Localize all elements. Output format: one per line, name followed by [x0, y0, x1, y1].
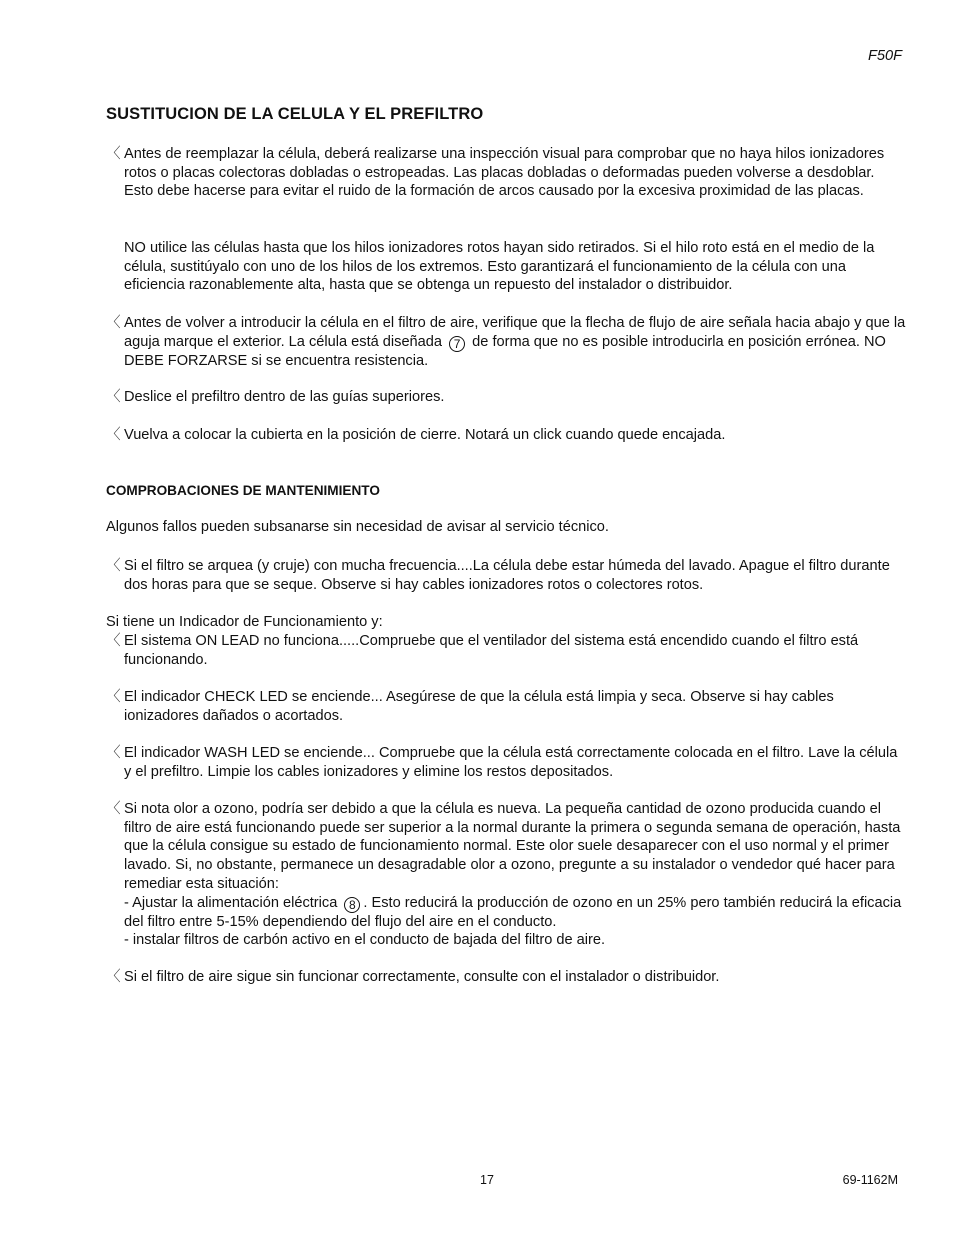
note-paragraph — [106, 239, 906, 295]
document-code: 69-1162M — [842, 1173, 898, 1187]
document-model-code: F50F — [867, 48, 902, 64]
bullet-text-post: de forma que no es posible introducirla en posición errónea. NO DEBE FORZARSE si se encuentra resistencia. — [124, 333, 886, 369]
bullet-check-led — [106, 688, 906, 725]
bullet-reinsert-cell — [106, 314, 906, 370]
bullet-arcing — [106, 557, 906, 594]
bullet-marker: 〈 — [106, 558, 121, 574]
bullet-marker: 〈 — [106, 315, 121, 331]
bullet-text — [124, 314, 906, 370]
bullet-cover — [106, 426, 906, 445]
maintenance-intro: Algunos fallos pueden subsanarse sin necesidad de avisar al servicio técnico. — [106, 519, 609, 535]
figure-reference-8: 8 — [344, 897, 360, 913]
bullet-text-pre: Antes de volver a introducir la célula en el filtro de aire, verifique que la flecha de flujo de aire señala hacia abajo y que la aguja marque el exterior. La célula está diseñada — [124, 315, 906, 350]
bullet-text: El indicador CHECK LED se enciende... Asegúrese de que la célula está limpia y seca. Observe si hay cables ionizadores dañados o acortados. — [124, 689, 834, 724]
bullet-marker: 〈 — [106, 389, 121, 405]
indicator-intro: Si tiene un Indicador de Funcionamiento y: — [106, 614, 383, 630]
bullet-marker: 〈 — [106, 969, 121, 985]
bullet-prefilter — [106, 388, 906, 407]
bullet-marker: 〈 — [106, 146, 121, 162]
note-text: NO utilice las células hasta que los hilos ionizadores rotos hayan sido retirados. Si el hilo roto está en el medio de la célula, sustitúyalo con uno de los hilos de los extremos. Esto garantizará el funcionamiento de la célula con una eficiencia razonablemente alta, hasta que se obtenga un repuesto del instalador o distribuidor. — [124, 240, 875, 294]
bullet-text — [124, 800, 906, 950]
bullet-text: Deslice el prefiltro dentro de las guías superiores. — [124, 389, 445, 405]
section-title-maintenance: COMPROBACIONES DE MANTENIMIENTO — [106, 483, 380, 498]
bullet-contact-installer — [106, 968, 906, 987]
bullet-text: El sistema ON LEAD no funciona.....Compruebe que el ventilador del sistema está encendido cuando el filtro está funcionando. — [124, 633, 859, 668]
page-number: 17 — [480, 1173, 494, 1187]
option-text-post: . Esto reducirá la producción de ozono en un 25% pero también reducirá la eficacia del filtro entre 5-15% dependiendo del flujo del aire en el conducto. — [124, 894, 902, 930]
bullet-text: El indicador WASH LED se enciende... Compruebe que la célula está correctamente colocada en el filtro. Lave la célula y el prefiltro. Limpie los cables ionizadores y elimine los restos depositados. — [124, 745, 898, 780]
bullet-text: Vuelva a colocar la cubierta en la posición de cierre. Notará un click cuando quede encajada. — [124, 427, 726, 443]
bullet-marker: 〈 — [106, 745, 121, 761]
bullet-marker: 〈 — [106, 633, 121, 649]
bullet-text: Si el filtro se arquea (y cruje) con mucha frecuencia....La célula debe estar húmeda del lavado. Apague el filtro durante dos horas para que se seque. Observe si hay cables ionizadores rotos o colectores rotos. — [124, 558, 890, 593]
ozone-option-power — [124, 894, 906, 932]
bullet-inspection — [106, 145, 906, 201]
bullet-marker: 〈 — [106, 427, 121, 443]
ozone-option-carbon: - instalar filtros de carbón activo en el conducto de bajada del filtro de aire. — [124, 932, 606, 949]
option-text-pre: - Ajustar la alimentación eléctrica — [124, 894, 338, 911]
bullet-wash-led — [106, 744, 906, 781]
bullet-marker: 〈 — [106, 801, 121, 817]
figure-reference-7: 7 — [449, 336, 465, 352]
bullet-marker: 〈 — [106, 689, 121, 705]
bullet-on-led — [106, 632, 906, 669]
bullet-text: Antes de reemplazar la célula, deberá realizarse una inspección visual para comprobar que no haya hilos ionizadores rotos o placas colectoras dobladas o estropeadas. Las placas dobladas o deformadas pueden volverse a desdoblar. Esto debe hacerse para evitar el ruido de la formación de arcos causado por la excesiva proximidad de las placas. — [124, 146, 885, 200]
ozone-description: Si nota olor a ozono, podría ser debido a que la célula es nueva. La pequeña cantidad de ozono producida cuando el filtro de aire está funcionando puede ser superior a la normal durante la primera o segunda semana de operación, hasta que la célula consigue su estado de funcionamiento normal. Este olor suele desaparecer con el uso normal y el primer lavado. Si, no obstante, permanece un desagradable olor a ozono, pregunte a su instalador o vendedor qué hacer para remediar esta situación: — [124, 801, 901, 892]
bullet-ozone — [106, 800, 906, 950]
bullet-text: Si el filtro de aire sigue sin funcionar correctamente, consulte con el instalador o distribuidor. — [124, 969, 720, 985]
section-title-replacement: SUSTITUCION DE LA CELULA Y EL PREFILTRO — [106, 105, 484, 123]
